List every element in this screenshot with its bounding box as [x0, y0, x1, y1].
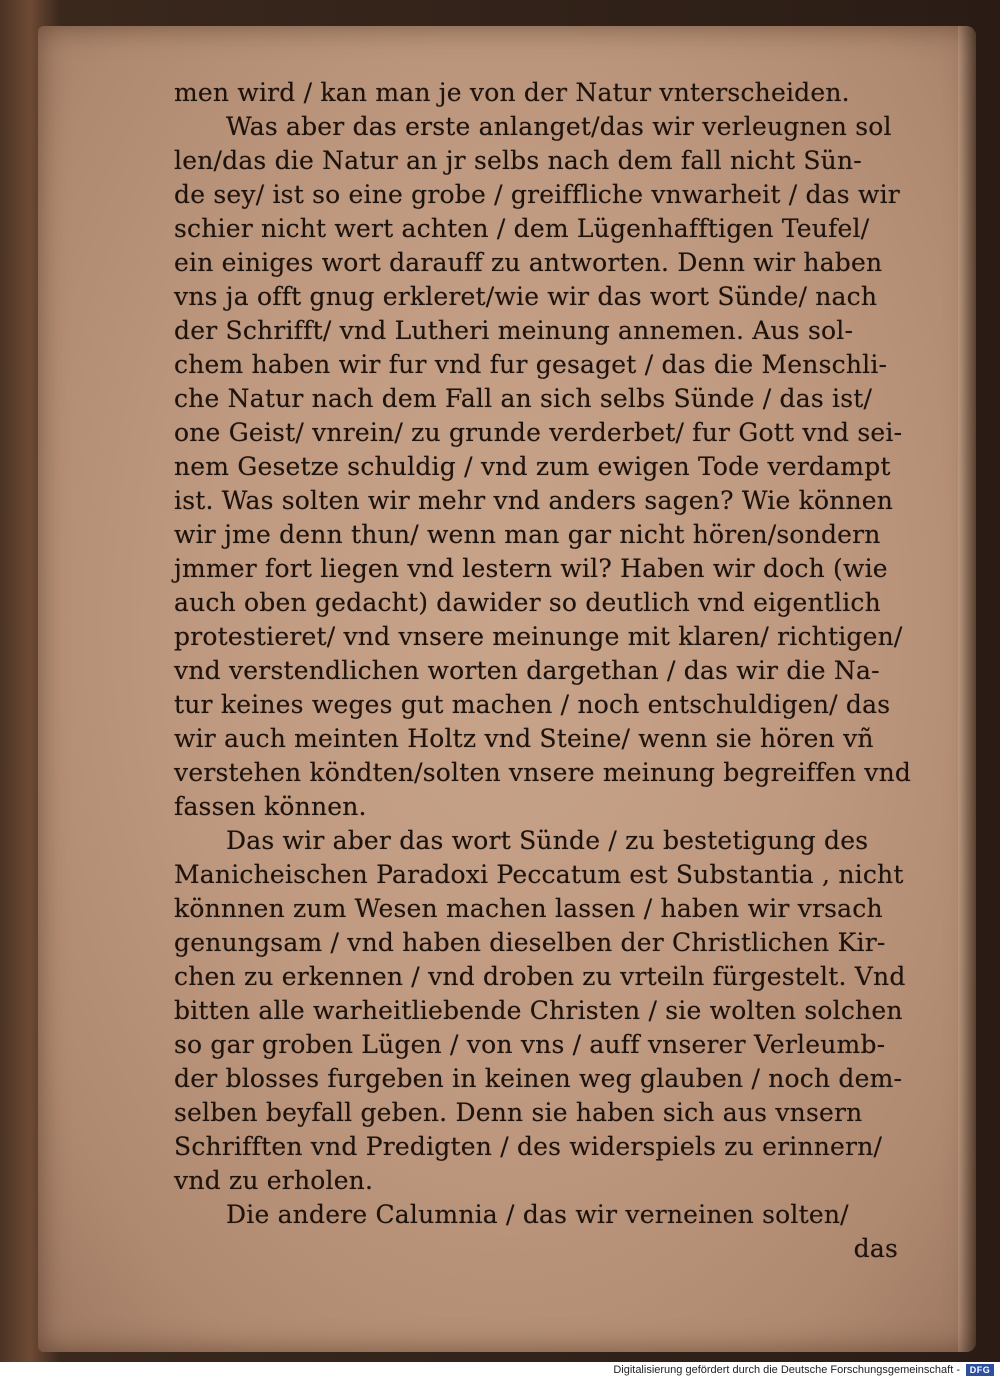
text-line: nem Gesetze schuldig / vnd zum ewigen Tode verdampt	[174, 452, 891, 481]
text-line: fassen können.	[174, 792, 367, 821]
text-line: tur keines weges gut machen / noch entschuldigen/ das	[174, 690, 891, 719]
text-line: wir auch meinten Holtz vnd Steine/ wenn sie hören vñ	[174, 724, 874, 753]
text-line: vnd verstendlichen worten dargethan / das wir die Na-	[174, 656, 880, 685]
text-line: auch oben gedacht) dawider so deutlich vnd eigentlich	[174, 588, 881, 617]
text-line: Schrifften vnd Predigten / des widerspiels zu erinnern/	[174, 1132, 883, 1161]
text-line: ein einiges wort darauff zu antworten. Denn wir haben	[174, 248, 883, 277]
book-page	[38, 26, 976, 1352]
text-line: Das wir aber das wort Sünde / zu bestetigung des	[226, 826, 869, 855]
text-line: selben beyfall geben. Denn sie haben sich aus vnsern	[174, 1098, 863, 1127]
text-line: ist. Was solten wir mehr vnd anders sagen? Wie können	[174, 486, 894, 515]
text-line: len/das die Natur an jr selbs nach dem fall nicht Sün-	[174, 146, 862, 175]
text-line: vnd zu erholen.	[174, 1166, 374, 1195]
text-line: che Natur nach dem Fall an sich selbs Sünde / das ist/	[174, 384, 873, 413]
text-line: der blosses furgeben in keinen weg glauben / noch dem-	[174, 1064, 903, 1093]
text-line: wir jme denn thun/ wenn man gar nicht hören/sondern	[174, 520, 881, 549]
text-line: jmmer fort liegen vnd lestern wil? Haben wir doch (wie	[174, 554, 888, 583]
text-line: one Geist/ vnrein/ zu grunde verderbet/ fur Gott vnd sei-	[174, 418, 903, 447]
text-line: men wird / kan man je von der Natur vnterscheiden.	[174, 78, 850, 107]
text-line: protestieret/ vnd vnsere meinunge mit klaren/ richtigen/	[174, 622, 903, 651]
text-line: de sey/ ist so eine grobe / greiffliche vnwarheit / das wir	[174, 180, 900, 209]
funding-credit: Digitalisierung gefördert durch die Deutsche Forschungsgemeinschaft -	[613, 1364, 960, 1376]
text-line: könnnen zum Wesen machen lassen / haben wir vrsach	[174, 894, 883, 923]
text-line: chem haben wir fur vnd fur gesaget / das die Menschli-	[174, 350, 888, 379]
text-line: bitten alle warheitliebende Christen / sie wolten solchen	[174, 996, 903, 1025]
text-line: chen zu erkennen / vnd droben zu vrteiln fürgestelt. Vnd	[174, 962, 906, 991]
dfg-logo[interactable]: DFG	[966, 1364, 994, 1376]
text-line: Die andere Calumnia / das wir verneinen solten/	[226, 1200, 849, 1229]
text-line: so gar groben Lügen / von vns / auff vnserer Verleumb-	[174, 1030, 886, 1059]
text-line: schier nicht wert achten / dem Lügenhafftigen Teufel/	[174, 214, 870, 243]
text-line: der Schrifft/ vnd Lutheri meinung annemen. Aus sol-	[174, 316, 854, 345]
text-line: verstehen köndten/solten vnsere meinung begreiffen vnd	[174, 758, 912, 787]
text-line: Manicheischen Paradoxi Peccatum est Substantia , nicht	[174, 860, 904, 889]
catchword: das	[853, 1234, 898, 1263]
text-line: Was aber das erste anlanget/das wir verleugnen sol	[226, 112, 892, 141]
page-text-block	[38, 26, 976, 1352]
text-line: genungsam / vnd haben dieselben der Christlichen Kir-	[174, 928, 886, 957]
text-line: vns ja offt gnug erkleret/wie wir das wort Sünde/ nach	[174, 282, 878, 311]
digitization-footer	[0, 1362, 1000, 1379]
